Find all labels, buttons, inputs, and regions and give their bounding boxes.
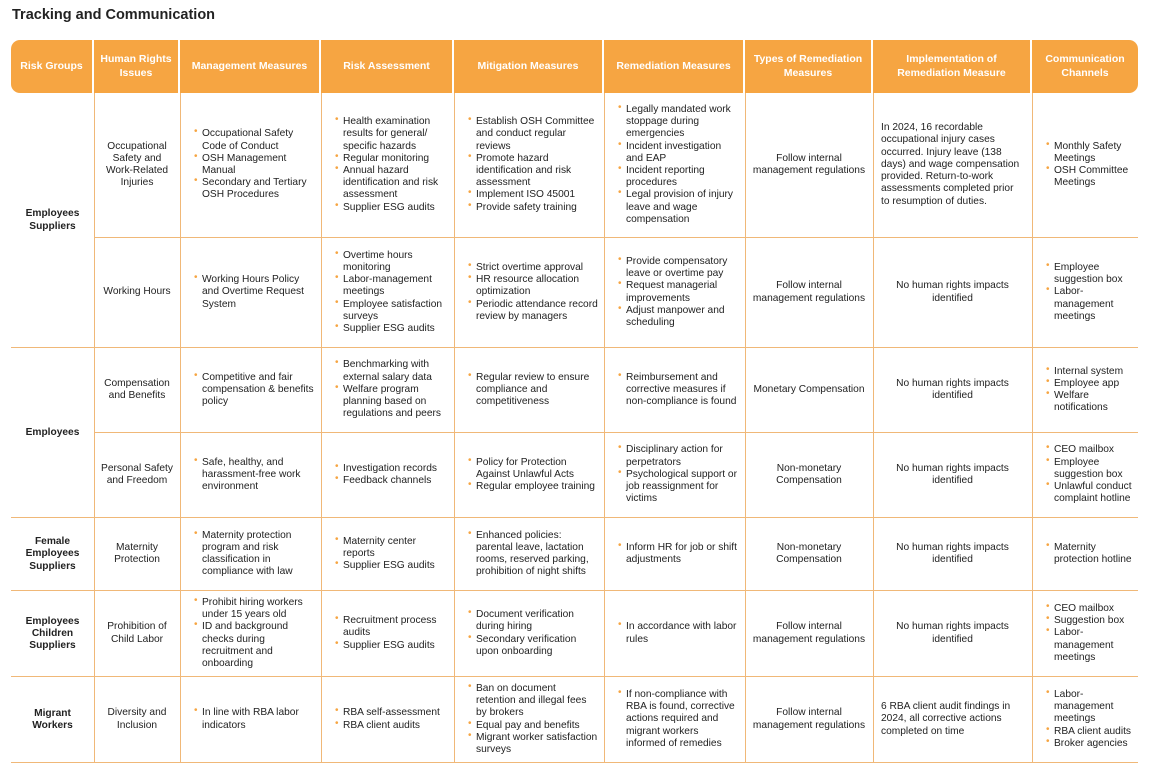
cell-remediation: [604, 93, 745, 237]
list-item: • Regular employee training: [476, 481, 598, 493]
issue-text: Compensation and Benefits: [104, 377, 170, 401]
column-header: Types of Remediation Measures: [745, 40, 873, 93]
list-item: • Incident reporting procedures: [626, 165, 739, 189]
list-item: • CEO mailbox: [1054, 603, 1132, 615]
list-item: • Labor-management meetings: [343, 274, 448, 298]
risk-group-label: Employees: [25, 548, 80, 560]
cell-issue: [94, 518, 180, 590]
cell-management: [180, 238, 321, 347]
risk-group-label: Suppliers: [29, 220, 76, 232]
cell-type: [745, 591, 873, 676]
risk-group-cell: [11, 591, 94, 677]
cell-management: [180, 93, 321, 237]
column-divider: [454, 93, 455, 763]
column-header: Remediation Measures: [604, 40, 745, 93]
list-item: • Implement ISO 45001: [476, 189, 598, 201]
risk-group-label: Workers: [32, 720, 73, 731]
list-item: • Regular review to ensure compliance and competitiveness: [476, 372, 598, 409]
cell-mitigation: [454, 518, 604, 590]
cell-issue: [94, 93, 180, 237]
column-divider: [1032, 93, 1033, 763]
cell-mitigation: [454, 677, 604, 762]
cell-mitigation: [454, 238, 604, 347]
column-header: Mitigation Measures: [454, 40, 604, 93]
list-item: • Disciplinary action for perpetrators: [626, 444, 739, 468]
implementation-text: No human rights impacts identified: [896, 462, 1009, 486]
cell-implementation: [873, 591, 1032, 676]
table-row: [94, 93, 1138, 238]
implementation-text: No human rights impacts identified: [896, 621, 1009, 645]
risk-group-label: Employees: [25, 615, 80, 627]
list-item: • Regular monitoring: [343, 153, 448, 165]
cell-issue: [94, 677, 180, 762]
cell-risk: [321, 518, 454, 590]
cell-channels: [1032, 348, 1138, 432]
cell-remediation: [604, 518, 745, 590]
list-item: • Broker agencies: [1054, 738, 1132, 750]
list-item: • OSH Committee Meetings: [1054, 165, 1132, 189]
implementation-text: No human rights impacts identified: [896, 280, 1009, 304]
cell-risk: [321, 238, 454, 347]
list-item: • Supplier ESG audits: [343, 323, 448, 335]
type-text: Non-monetary Compensation: [776, 541, 842, 565]
list-item: • Monthly Safety Meetings: [1054, 141, 1132, 165]
list-item: • Document verification during hiring: [476, 609, 598, 633]
cell-mitigation: [454, 348, 604, 432]
implementation-text: In 2024, 16 recordable occupational injury cases occurred. Injury leave (138 days) and wage compensation provided. Return-to-work assessments completed prior to resumption of duties.: [881, 122, 1020, 207]
list-item: • Welfare notifications: [1054, 390, 1132, 414]
table-row: [94, 238, 1138, 348]
cell-channels: [1032, 677, 1138, 762]
list-item: • Secondary and Tertiary OSH Procedures: [202, 177, 315, 201]
list-item: • CEO mailbox: [1054, 444, 1132, 456]
list-item: • Working Hours Policy and Overtime Request System: [202, 274, 315, 311]
list-item: • Labor-management meetings: [1054, 689, 1132, 726]
list-item: • Maternity center reports: [343, 536, 448, 560]
cell-risk: [321, 93, 454, 237]
list-item: • Competitive and fair compensation & benefits policy: [202, 372, 315, 409]
list-item: • In line with RBA labor indicators: [202, 707, 315, 731]
column-header: Human Rights Issues: [94, 40, 180, 93]
list-item: • Maternity protection hotline: [1054, 542, 1132, 566]
cell-implementation: [873, 348, 1032, 432]
cell-remediation: [604, 238, 745, 347]
list-item: • Overtime hours monitoring: [343, 250, 448, 274]
type-text: Follow internal management regulations: [752, 621, 866, 645]
cell-issue: [94, 348, 180, 432]
cell-management: [180, 591, 321, 676]
cell-mitigation: [454, 93, 604, 237]
list-item: • Ban on document retention and illegal fees by brokers: [476, 683, 598, 720]
table-row: [94, 677, 1138, 763]
type-text: Non-monetary Compensation: [776, 462, 842, 486]
list-item: • Benchmarking with external salary data: [343, 359, 448, 383]
cell-remediation: [604, 348, 745, 432]
risk-group-label: Migrant: [34, 707, 71, 719]
cell-issue: [94, 591, 180, 676]
cell-channels: [1032, 591, 1138, 676]
type-text: Follow internal management regulations: [752, 707, 866, 731]
list-item: • In accordance with labor rules: [626, 621, 739, 645]
table-row: [94, 591, 1138, 677]
list-item: • RBA client audits: [1054, 726, 1132, 738]
list-item: • Request managerial improvements: [626, 280, 739, 304]
list-item: • Internal system: [1054, 366, 1132, 378]
cell-channels: [1032, 93, 1138, 237]
implementation-text: No human rights impacts identified: [896, 377, 1009, 401]
cell-remediation: [604, 433, 745, 517]
cell-risk: [321, 348, 454, 432]
column-divider: [604, 93, 605, 763]
list-item: • Legal provision of injury leave and wage compensation: [626, 189, 739, 226]
cell-implementation: [873, 677, 1032, 762]
column-divider: [873, 93, 874, 763]
list-item: • Enhanced policies: parental leave, lactation rooms, reserved parking, prohibition of night shifts: [476, 530, 598, 579]
cell-mitigation: [454, 433, 604, 517]
list-item: • Annual hazard identification and risk assessment: [343, 165, 448, 202]
implementation-text: No human rights impacts identified: [896, 541, 1009, 565]
list-item: • Legally mandated work stoppage during emergencies: [626, 104, 739, 141]
list-item: • Safe, healthy, and harassment-free work environment: [202, 457, 315, 494]
cell-implementation: [873, 238, 1032, 347]
cell-management: [180, 433, 321, 517]
cell-management: [180, 348, 321, 432]
list-item: • Strict overtime approval: [476, 262, 598, 274]
implementation-text: 6 RBA client audit findings in 2024, all corrective actions completed on time: [881, 701, 1011, 737]
type-text: Follow internal management regulations: [752, 280, 866, 304]
list-item: • Psychological support or job reassignment for victims: [626, 469, 739, 506]
cell-channels: [1032, 433, 1138, 517]
tracking-table: [11, 40, 1138, 763]
risk-group-label: Employees: [25, 426, 80, 438]
list-item: • RBA self-assessment: [343, 707, 440, 719]
list-item: • Establish OSH Committee and conduct regular reviews: [476, 116, 598, 153]
risk-group-cell: [11, 348, 94, 518]
risk-group-label: Children: [31, 627, 74, 639]
list-item: • ID and background checks during recruitment and onboarding: [202, 621, 315, 670]
list-item: • Employee suggestion box: [1054, 262, 1132, 286]
table-body: [11, 93, 1138, 763]
list-item: • Employee app: [1054, 378, 1132, 390]
list-item: • Supplier ESG audits: [343, 640, 448, 652]
issue-text: Prohibition of Child Labor: [107, 621, 167, 645]
list-item: • Supplier ESG audits: [343, 560, 448, 572]
issue-text: Occupational Safety and Work-Related Injuries: [105, 140, 169, 189]
cell-implementation: [873, 433, 1032, 517]
type-text: Follow internal management regulations: [752, 152, 866, 176]
list-item: • Prohibit hiring workers under 15 years old: [202, 597, 315, 621]
list-item: • Occupational Safety Code of Conduct: [202, 128, 315, 152]
cell-type: [745, 93, 873, 237]
list-item: • Labor-management meetings: [1054, 627, 1132, 664]
cell-management: [180, 677, 321, 762]
cell-type: [745, 518, 873, 590]
list-item: • If non-compliance with RBA is found, corrective actions required and migrant workers informed of remedies: [626, 689, 739, 750]
list-item: • Recruitment process audits: [343, 615, 448, 639]
column-header: Risk Assessment: [321, 40, 454, 93]
list-item: • Welfare program planning based on regulations and peers: [343, 384, 448, 421]
issue-text: Personal Safety and Freedom: [101, 462, 173, 486]
risk-group-label: Female: [34, 536, 71, 548]
list-item: • Secondary verification upon onboarding: [476, 634, 598, 658]
cell-risk: [321, 591, 454, 676]
list-item: • Feedback channels: [343, 475, 437, 487]
list-item: • Labor-management meetings: [1054, 286, 1132, 323]
column-divider: [180, 93, 181, 763]
list-item: • Suggestion box: [1054, 615, 1132, 627]
list-item: • Reimbursement and corrective measures if non-compliance is found: [626, 372, 739, 409]
list-item: • Migrant worker satisfaction surveys: [476, 732, 598, 756]
cell-risk: [321, 433, 454, 517]
list-item: • Employee suggestion box: [1054, 457, 1132, 481]
cell-implementation: [873, 518, 1032, 590]
column-divider: [94, 93, 95, 763]
cell-mitigation: [454, 591, 604, 676]
column-divider: [321, 93, 322, 763]
cell-remediation: [604, 591, 745, 676]
risk-group-cell: [11, 93, 94, 348]
table-row: [94, 518, 1138, 591]
cell-risk: [321, 677, 454, 762]
risk-group-cell: [11, 518, 94, 591]
list-item: • Supplier ESG audits: [343, 202, 448, 214]
list-item: • RBA client audits: [343, 720, 440, 732]
table-row: [94, 433, 1138, 518]
list-item: • Employee satisfaction surveys: [343, 299, 448, 323]
list-item: • OSH Management Manual: [202, 153, 315, 177]
list-item: • Maternity protection program and risk classification in compliance with law: [202, 530, 315, 579]
risk-group-label: Employees: [25, 208, 80, 220]
column-header: Implementation of Remediation Measure: [873, 40, 1032, 93]
list-item: • Provide safety training: [476, 202, 598, 214]
list-item: • Policy for Protection Against Unlawful Acts: [476, 457, 598, 481]
issue-text: Working Hours: [103, 286, 171, 298]
issue-text: Maternity Protection: [114, 541, 160, 565]
cell-management: [180, 518, 321, 590]
list-item: • Health examination results for general/ specific hazards: [343, 116, 448, 153]
list-item: • Unlawful conduct complaint hotline: [1054, 481, 1132, 505]
column-header: Communication Channels: [1045, 52, 1125, 79]
column-header: Risk Groups: [11, 40, 94, 93]
list-item: • Equal pay and benefits: [476, 720, 598, 732]
cell-issue: [94, 238, 180, 347]
cell-channels: [1032, 518, 1138, 590]
type-text: Monetary Compensation: [753, 383, 865, 395]
list-item: • Incident investigation and EAP: [626, 141, 739, 165]
cell-type: [745, 348, 873, 432]
table-header: [11, 40, 1138, 93]
page-title: Tracking and Communication: [12, 7, 216, 23]
risk-group-label: Suppliers: [29, 560, 76, 572]
list-item: • Provide compensatory leave or overtime pay: [626, 256, 739, 280]
list-item: • Periodic attendance record review by managers: [476, 299, 598, 323]
issue-text: Diversity and Inclusion: [107, 707, 167, 731]
cell-type: [745, 433, 873, 517]
cell-type: [745, 677, 873, 762]
cell-type: [745, 238, 873, 347]
list-item: • Inform HR for job or shift adjustments: [626, 542, 739, 566]
cell-issue: [94, 433, 180, 517]
column-header: Management Measures: [180, 40, 321, 93]
list-item: • HR resource allocation optimization: [476, 274, 598, 298]
cell-channels: [1032, 238, 1138, 347]
list-item: • Promote hazard identification and risk assessment: [476, 153, 598, 190]
risk-group-cell: [11, 677, 94, 763]
cell-remediation: [604, 677, 745, 762]
table-row: [94, 348, 1138, 433]
cell-implementation: [873, 93, 1032, 237]
list-item: • Adjust manpower and scheduling: [626, 305, 739, 329]
column-divider: [745, 93, 746, 763]
risk-group-label: Suppliers: [29, 640, 76, 652]
list-item: • Investigation records: [343, 463, 437, 475]
